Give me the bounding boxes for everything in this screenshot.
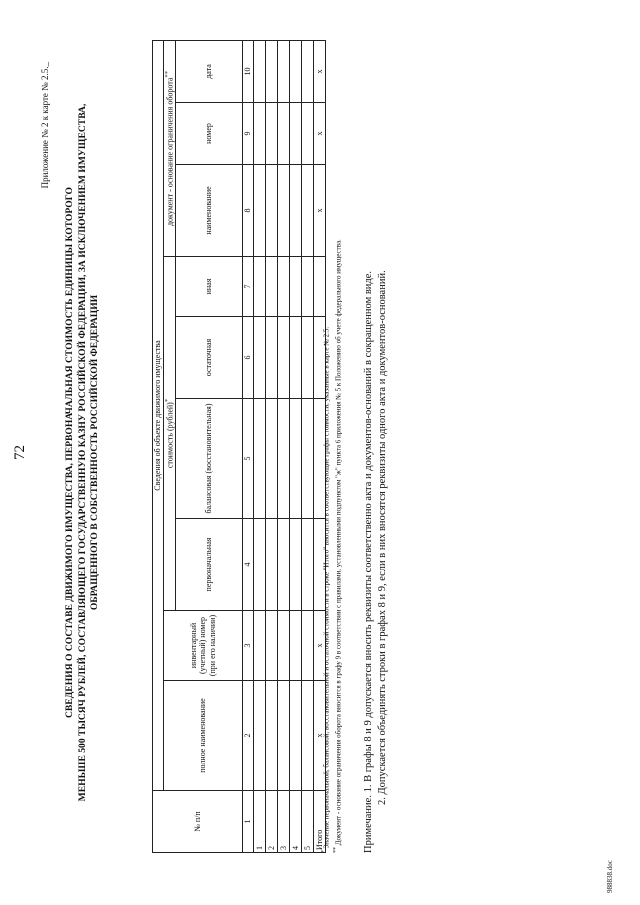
total-cell-8: x <box>313 165 325 257</box>
table-cell <box>289 103 301 165</box>
total-cell-10: x <box>313 40 325 102</box>
row-number: 5 <box>301 791 313 853</box>
column-number-row <box>243 40 254 852</box>
header-num: № п/п <box>153 791 243 853</box>
table-cell <box>253 399 265 519</box>
header-object-group: Сведения об объекте движимого имущества <box>153 40 164 790</box>
table-cell <box>253 317 265 399</box>
table-cell <box>265 399 277 519</box>
table-cell <box>277 165 289 257</box>
table-row <box>253 40 265 852</box>
footnote-1 <box>320 41 332 853</box>
table-cell <box>301 611 313 681</box>
table-cell <box>277 681 289 791</box>
page-number: 72 <box>12 445 28 460</box>
table-row <box>301 40 313 852</box>
table-cell <box>289 681 301 791</box>
header-doc-name: наименование <box>176 165 243 257</box>
header-full-name: полное наименование <box>164 681 243 791</box>
footnote-2-mark: ** <box>333 847 340 853</box>
table-cell <box>301 317 313 399</box>
column-number: 5 <box>243 399 254 519</box>
table-cell <box>265 165 277 257</box>
row-number: 3 <box>277 791 289 853</box>
table-cell <box>265 317 277 399</box>
table-row <box>289 40 301 852</box>
total-cell-3: x <box>313 611 325 681</box>
table-cell <box>277 317 289 399</box>
title-line-1: СВЕДЕНИЯ О СОСТАВЕ ДВИЖИМОГО ИМУЩЕСТВА, ПЕРВОНАЧАЛЬНАЯ СТОИМОСТЬ ЕДИНИЦЫ КОТОРОГО <box>64 187 75 719</box>
note-line-2: 2. Допускается объединять строки в графах 8 и 9, если в них вносятся реквизиты одного акта и документов-оснований. <box>377 270 389 805</box>
column-number: 6 <box>243 317 254 399</box>
table-cell <box>265 103 277 165</box>
total-cell-9: x <box>313 103 325 165</box>
cost-group-label: стоимость (рублей) <box>165 402 175 469</box>
notes <box>362 41 390 853</box>
table-cell <box>277 103 289 165</box>
table-cell <box>301 681 313 791</box>
header-inventory-number: инвентарный (учетный) номер (при его наличии) <box>164 611 243 681</box>
table-row <box>265 40 277 852</box>
table-cell <box>277 257 289 317</box>
table-row <box>277 40 289 852</box>
document-group-mark: ** <box>164 70 171 78</box>
table-cell <box>301 399 313 519</box>
table-cell <box>277 40 289 102</box>
table-cell <box>301 257 313 317</box>
table-cell <box>253 165 265 257</box>
header-balance-cost: балансовая (восстановительная) <box>176 399 243 519</box>
column-number: 4 <box>243 519 254 611</box>
document-filename: 988838.doc <box>606 860 614 893</box>
header-residual-cost: остаточная <box>176 317 243 399</box>
header-cost-group <box>164 257 176 611</box>
column-number: 2 <box>243 681 254 791</box>
table-cell <box>265 681 277 791</box>
header-doc-date: дата <box>176 40 243 102</box>
row-number: 2 <box>265 791 277 853</box>
title-line-3: ОБРАЩЕННОГО В СОБСТВЕННОСТЬ РОССИЙСКОЙ ФЕДЕРАЦИИ <box>89 294 101 611</box>
document-group-label: документ - основание ограничения оборота <box>165 77 175 227</box>
table-cell <box>277 519 289 611</box>
document-title <box>64 70 102 835</box>
table-cell <box>253 257 265 317</box>
table-cell <box>289 165 301 257</box>
table-cell <box>289 611 301 681</box>
column-number: 3 <box>243 611 254 681</box>
footnote-1-text: Значение первоначальной, балансовой, восстановительной и остаточной стоимости в строке "Итого" вносится в соответствующие графы стоимости, указанные в карте № 2.5. <box>322 326 331 849</box>
header-other-cost: иная <box>176 257 243 317</box>
property-table <box>152 40 326 853</box>
table-cell <box>289 40 301 102</box>
table-cell <box>253 103 265 165</box>
appendix-reference: Приложение № 2 к карте № 2.5._ <box>40 62 50 189</box>
total-label: Итого <box>313 791 325 853</box>
table-cell <box>289 519 301 611</box>
table-cell <box>265 519 277 611</box>
footnote-2-text: Документ - основание ограничения оборота вносится в графу 9 в соответствии с правилами, установленными подпунктом "ж" пункта 6 приложения № 5 к Положению об учете федерального имущества. <box>334 239 343 846</box>
table-cell <box>289 257 301 317</box>
column-number: 8 <box>243 165 254 257</box>
footnote-1-mark: * <box>321 850 327 853</box>
column-number: 7 <box>243 257 254 317</box>
table-cell <box>253 40 265 102</box>
table-cell <box>265 257 277 317</box>
row-number: 1 <box>253 791 265 853</box>
header-document-group <box>164 40 176 256</box>
table-cell <box>265 40 277 102</box>
header-doc-number: номер <box>176 103 243 165</box>
column-number: 9 <box>243 103 254 165</box>
cost-group-mark: * <box>164 398 171 403</box>
table-cell <box>265 611 277 681</box>
table-cell <box>289 317 301 399</box>
table-cell <box>253 611 265 681</box>
footnotes <box>320 41 344 853</box>
table-cell <box>277 399 289 519</box>
footnote-2 <box>332 41 344 853</box>
header-initial-cost: первоначальная <box>176 519 243 611</box>
title-line-2: МЕНЬШЕ 500 ТЫСЯЧ РУБЛЕЙ, СОСТАВЛЯЮЩЕГО ГОСУДАРСТВЕННУЮ КАЗНУ РОССИЙСКОЙ ФЕДЕРАЦИИ, ЗА ИСКЛЮЧЕНИЕМ ИМУЩЕСТВА, <box>76 103 88 802</box>
table-cell <box>253 681 265 791</box>
table-cell <box>301 103 313 165</box>
column-number: 10 <box>243 40 254 102</box>
table-cell <box>301 40 313 102</box>
total-cell-2: x <box>313 681 325 791</box>
row-number: 4 <box>289 791 301 853</box>
table-cell <box>301 519 313 611</box>
table-cell <box>289 399 301 519</box>
table-cell <box>277 611 289 681</box>
column-number: 1 <box>243 791 254 853</box>
table-cell <box>253 519 265 611</box>
table-cell <box>301 165 313 257</box>
note-line-1: Примечание. 1. В графы 8 и 9 допускается вносить реквизиты соответственно акта и документов-оснований в сокращенном виде. <box>363 270 374 853</box>
